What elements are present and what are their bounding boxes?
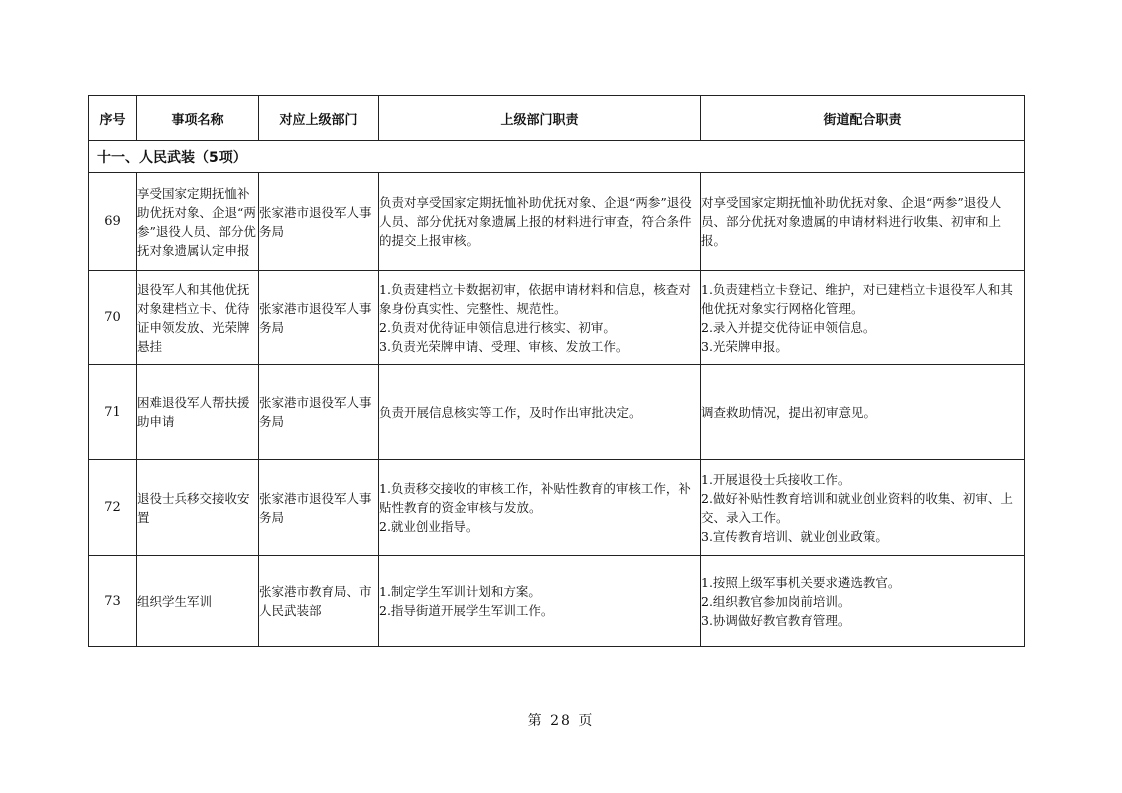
row-street-duty xyxy=(701,556,1025,647)
duty-line: 2.组织教官参加岗前培训。 xyxy=(701,593,851,609)
row-item-name: 困难退役军人帮扶援助申请 xyxy=(137,365,259,460)
duty-line: 2.指导街道开展学生军训工作。 xyxy=(379,603,554,618)
row-item-name: 享受国家定期抚恤补助优抚对象、企退“两参”退役人员、部分优抚对象遗属认定申报 xyxy=(137,173,259,271)
header-street-duty: 街道配合职责 xyxy=(701,96,1025,141)
page-number: 第 28 页 xyxy=(527,713,595,729)
table-header-row xyxy=(89,96,1025,141)
row-upper-duty xyxy=(379,556,701,647)
duty-line: 3.负责光荣牌申请、受理、审核、发放工作。 xyxy=(379,338,629,354)
table-row xyxy=(89,271,1025,365)
row-upper-duty xyxy=(379,460,701,556)
row-serial: 70 xyxy=(89,271,137,365)
duty-line: 1.制定学生军训计划和方案。 xyxy=(379,584,541,599)
row-serial: 71 xyxy=(89,365,137,460)
row-street-duty xyxy=(701,271,1025,365)
row-upper-duty xyxy=(379,365,701,460)
row-item-name: 退役士兵移交接收安置 xyxy=(137,460,259,556)
duty-line: 1.负责建档立卡登记、维护，对已建档立卡退役军人和其他优抚对象实行网格化管理。 xyxy=(701,281,1013,316)
row-street-duty xyxy=(701,173,1025,271)
duty-line: 2.负责对优待证申领信息进行核实、初审。 xyxy=(379,319,616,335)
header-serial: 序号 xyxy=(89,96,137,141)
duty-line: 对享受国家定期抚恤补助优抚对象、企退“两参”退役人员、部分优抚对象遗属的申请材料进行收集、初审和上报。 xyxy=(701,195,1002,248)
row-upper-dept: 张家港市教育局、市人民武装部 xyxy=(259,556,379,647)
duty-line: 3.协调做好教官教育管理。 xyxy=(701,612,851,628)
header-item-name: 事项名称 xyxy=(137,96,259,141)
row-upper-dept: 张家港市退役军人事务局 xyxy=(259,460,379,556)
duty-line: 1.负责移交接收的审核工作，补贴性教育的审核工作，补贴性教育的资金审核与发放。 xyxy=(379,481,691,515)
table-row xyxy=(89,460,1025,556)
row-upper-dept: 张家港市退役军人事务局 xyxy=(259,173,379,271)
duty-line: 调查救助情况，提出初审意见。 xyxy=(701,404,877,420)
row-upper-dept: 张家港市退役军人事务局 xyxy=(259,365,379,460)
row-upper-duty xyxy=(379,271,701,365)
row-upper-duty xyxy=(379,173,701,271)
row-item-name: 退役军人和其他优抚对象建档立卡、优待证申领发放、光荣牌悬挂 xyxy=(137,271,259,365)
duty-line: 2.就业创业指导。 xyxy=(379,519,479,534)
duty-line: 3.宣传教育培训、就业创业政策。 xyxy=(701,528,888,544)
row-serial: 69 xyxy=(89,173,137,271)
duty-line: 1.负责建档立卡数据初审，依据申请材料和信息，核查对象身份真实性、完整性、规范性。 xyxy=(379,281,691,316)
section-title: 十一、人民武装（5项） xyxy=(89,141,1025,173)
row-street-duty xyxy=(701,365,1025,460)
row-serial: 73 xyxy=(89,556,137,647)
duty-line: 2.做好补贴性教育培训和就业创业资料的收集、初审、上交、录入工作。 xyxy=(701,490,1013,525)
section-title-row xyxy=(89,141,1025,173)
table-row xyxy=(89,365,1025,460)
row-upper-dept: 张家港市退役军人事务局 xyxy=(259,271,379,365)
duty-line: 负责对享受国家定期抚恤补助优抚对象、企退“两参”退役人员、部分优抚对象遗属上报的材料进行审查，符合条件的提交上报审核。 xyxy=(379,195,692,248)
row-item-name: 组织学生军训 xyxy=(137,556,259,647)
table-row xyxy=(89,173,1025,271)
header-upper-dept: 对应上级部门 xyxy=(259,96,379,141)
row-street-duty xyxy=(701,460,1025,556)
duty-line: 1.按照上级军事机关要求遴选教官。 xyxy=(701,574,901,590)
duty-line: 3.光荣牌申报。 xyxy=(701,338,788,354)
table-row xyxy=(89,556,1025,647)
duty-line: 2.录入并提交优待证申领信息。 xyxy=(701,319,876,335)
duty-line: 负责开展信息核实等工作，及时作出审批决定。 xyxy=(379,404,642,420)
duty-line: 1.开展退役士兵接收工作。 xyxy=(701,471,851,487)
duty-table xyxy=(88,95,1025,647)
row-serial: 72 xyxy=(89,460,137,556)
header-upper-duty: 上级部门职责 xyxy=(379,96,701,141)
